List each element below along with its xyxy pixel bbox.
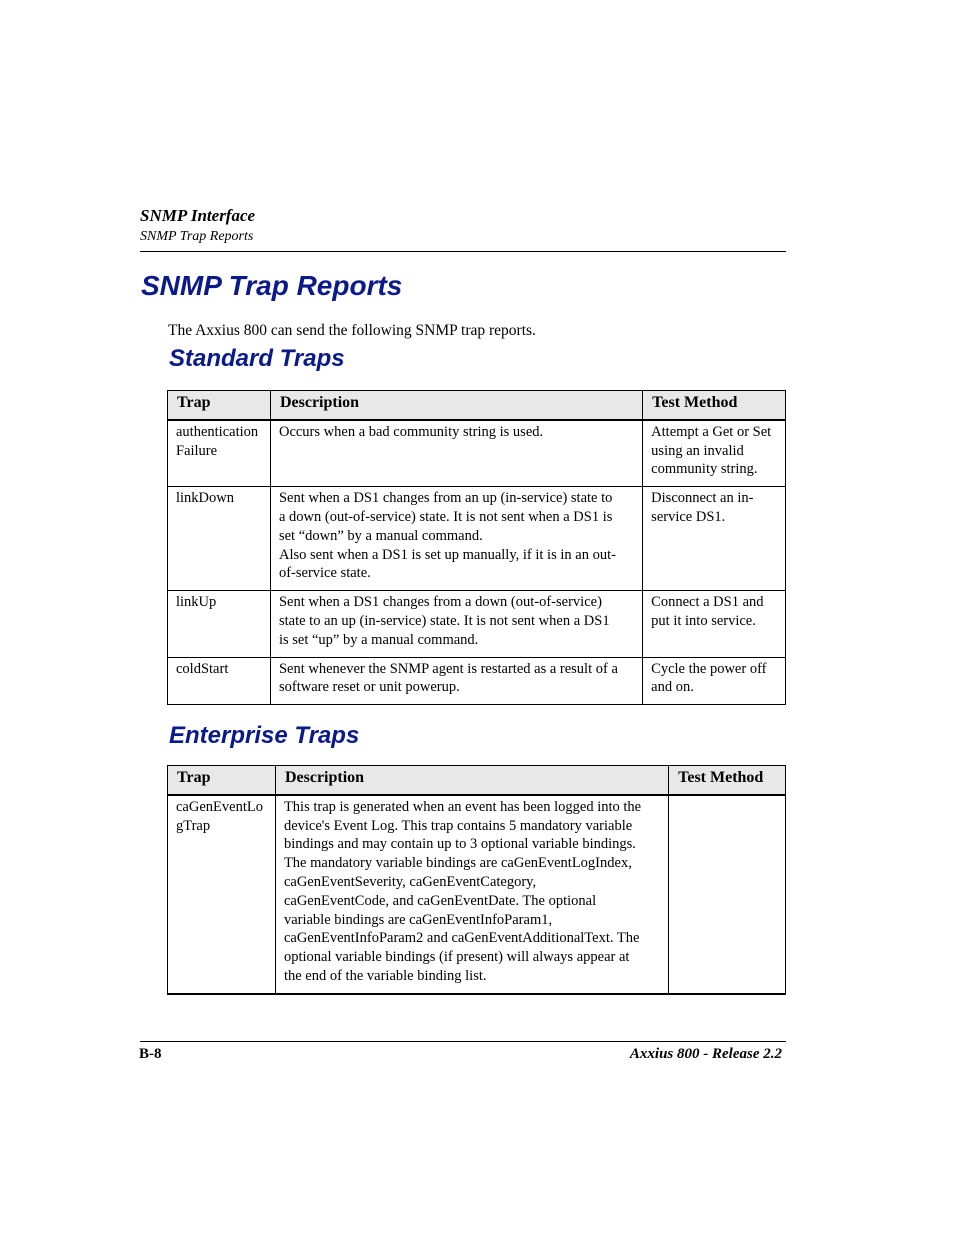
table-header-row [168,766,786,795]
running-header-chapter: SNMP Interface [140,206,256,225]
standard-traps-heading: Standard Traps [169,345,345,372]
column-header-test-method: Test Method [669,766,786,795]
description-line: This trap is generated when an event has been logged into the [283,798,642,815]
test-method-cell [643,657,786,705]
test-method-line: and on. [651,679,694,696]
test-method-line: community string. [651,461,758,478]
trap-cell [168,487,271,591]
test-method-cell [643,420,786,487]
enterprise-traps-table [167,765,786,995]
trap-cell [168,591,271,657]
column-header-trap: Trap [168,766,276,795]
description-cell [270,487,642,591]
page-number: B-8 [139,1046,162,1062]
test-method-line: put it into service. [651,612,756,629]
footer-rule [140,1041,786,1042]
trap-cell [168,795,276,994]
table-row [168,795,786,994]
description-line: is set “up” by a manual command. [278,631,479,648]
description-line: bindings and may contain up to 3 optional variable bindings. [283,836,636,853]
description-cell [270,420,642,487]
description-line: software reset or unit powerup. [278,679,460,696]
test-method-cell [643,591,786,657]
description-line: a down (out-of-service) state. It is not sent when a DS1 is [278,508,613,525]
description-line: caGenEventInfoParam2 and caGenEventAdditionalText. The [283,930,640,947]
description-line: Also sent when a DS1 is set up manually, if it is in an out- [278,546,616,563]
running-header-section: SNMP Trap Reports [140,229,254,244]
intro-paragraph: The Axxius 800 can send the following SNMP trap reports. [168,322,536,339]
description-line: Sent whenever the SNMP agent is restarted as a result of a [278,660,618,677]
column-header-description: Description [270,391,642,420]
description-line: variable bindings are caGenEventInfoParam1, [283,911,553,928]
test-method-line: Cycle the power off [651,660,767,677]
description-line: caGenEventCode, and caGenEventDate. The optional [283,892,597,909]
test-method-line: using an invalid [651,442,744,459]
test-method-cell [643,487,786,591]
column-header-trap: Trap [168,391,271,420]
enterprise-traps-heading: Enterprise Traps [169,722,360,749]
test-method-line: Disconnect an in- [651,490,754,507]
trap-cell [168,657,271,705]
description-line: the end of the variable binding list. [283,967,487,984]
description-line: caGenEventSeverity, caGenEventCategory, [283,873,537,890]
header-rule [140,251,786,252]
test-method-cell [669,795,786,994]
description-line: The mandatory variable bindings are caGenEventLogIndex, [283,855,632,872]
table-row [168,420,786,487]
test-method-line: service DS1. [651,508,726,525]
description-line: set “down” by a manual command. [278,527,483,544]
description-line: Sent when a DS1 changes from an up (in-service) state to [278,490,613,507]
table-row [168,487,786,591]
test-method-line: Connect a DS1 and [651,594,764,611]
trap-name-line: coldStart [176,660,229,677]
page-title: SNMP Trap Reports [141,270,403,301]
trap-cell [168,420,271,487]
footer-release: Axxius 800 - Release 2.2 [629,1046,782,1062]
trap-name-line: caGenEventLo [176,798,263,815]
description-line: optional variable bindings (if present) will always appear at [283,949,630,966]
trap-name-line: linkUp [176,594,217,611]
table-header-row [168,391,786,420]
description-line: device's Event Log. This trap contains 5 mandatory variable [283,817,633,834]
description-line: state to an up (in-service) state. It is not sent when a DS1 [278,612,610,629]
description-line: Occurs when a bad community string is used. [278,423,544,440]
trap-name-line: linkDown [176,490,234,507]
trap-name-line: authentication [176,423,259,440]
column-header-test-method: Test Method [643,391,786,420]
description-line: of-service state. [278,565,371,582]
column-header-description: Description [275,766,668,795]
table-row [168,657,786,705]
description-cell [270,591,642,657]
trap-name-line: Failure [176,442,218,459]
test-method-line: Attempt a Get or Set [651,423,772,440]
table-row [168,591,786,657]
description-cell [270,657,642,705]
description-cell [275,795,668,994]
description-line: Sent when a DS1 changes from a down (out-of-service) [278,594,602,611]
trap-name-line: gTrap [176,817,211,834]
standard-traps-table [167,390,786,705]
